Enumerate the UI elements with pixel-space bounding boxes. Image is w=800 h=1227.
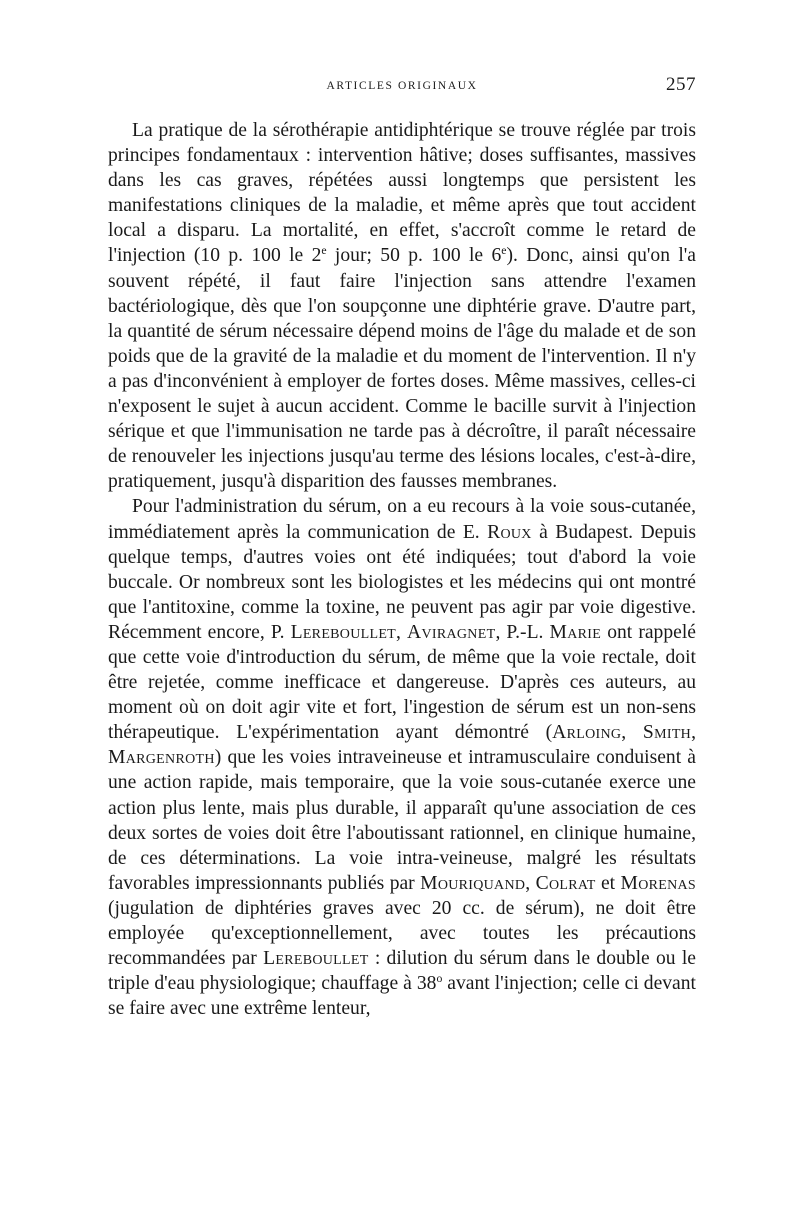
running-head	[108, 74, 696, 104]
author-name: Arloing	[552, 722, 622, 744]
text-run: et	[595, 872, 621, 894]
text-run: ont rappelé que cette voie d'introduction du sérum, de même que la voie rectale, doit être rejetée, comme inefficace et dangereuse. D'après ces auteurs, au moment où on doit agir vite et fort, l'ingestion de sérum est un non-sens thérapeutique. L'expérimentation ayant démontré (	[108, 621, 696, 744]
text-run: La pratique de la sérothérapie antidiphtérique se trouve réglée par trois principes fondamentaux : intervention hâtive; doses suffisantes, massives dans les cas graves, répétées aussi longtemps que persistent les manifestations cliniques de la maladie, et même après que tout accident local a disparu. La mortalité, en effet, s'accroît comme le retard de l'injection (10 p. 100 le 2	[108, 120, 696, 267]
text-run: ) que les voies intraveineuse et intramusculaire conduisent à une action rapide, mais temporaire, que la voie sous-cutanée exerce une action plus lente, mais plus durable, il apparaît qu'une association de ces deux sortes de voies doit être l'aboutissant rationnel, en clinique humaine, de ces déterminations. La voie intra-veineuse, malgré les résultats favorables impressionnants publiés par	[108, 747, 696, 894]
text-run: , P.-L.	[495, 621, 550, 643]
text-run: ,	[525, 872, 536, 894]
text-run: : dilution du sérum dans le double ou le triple d'eau physiologique; chauffage à 38	[108, 948, 697, 995]
author-name: Morenas	[620, 872, 696, 894]
article-body	[108, 118, 696, 1021]
text-run: jour; 50 p. 100 le 6	[326, 245, 502, 267]
page-number: 257	[666, 74, 696, 95]
text-run: ,	[691, 722, 696, 744]
superscript: e	[501, 244, 507, 258]
author-name: Lereboullet	[263, 948, 369, 970]
text-run: ,	[621, 722, 643, 744]
paragraph-serotherapy-principles	[108, 118, 696, 494]
book-page	[108, 74, 696, 1021]
superscript: e	[321, 244, 327, 258]
author-name: Colrat	[535, 872, 596, 894]
author-name: Lereboullet	[290, 621, 397, 643]
text-run: Pour l'administration du sérum, on a eu recours à la voie sous-cutanée, immédiatement après la communication de E.	[108, 496, 696, 543]
running-head-title: ARTICLES ORIGINAUX	[326, 80, 478, 92]
author-name: Marie	[549, 621, 602, 643]
author-name: Mouriquand	[420, 872, 526, 894]
author-name: Smith	[642, 722, 692, 744]
text-run: (jugulation de diphtéries graves avec 20 cc. de sérum), ne doit être employée qu'exceptionnellement, avec toutes les précautions recommandées par	[108, 897, 696, 970]
author-name: Roux	[487, 521, 532, 543]
author-name: Margenroth	[108, 747, 215, 769]
text-run: ,	[396, 621, 408, 643]
text-run: avant l'injection; celle ci devant se faire avec une extrême lenteur,	[108, 973, 696, 1020]
text-run: ). Donc, ainsi qu'on l'a souvent répété, il faut faire l'injection sans attendre l'examen bactériologique, dès que l'on soupçonne une diphtérie grave. D'autre part, la quantité de sérum nécessaire dépend moins de l'âge du malade et de son poids que de la gravité de la maladie et du moment de l'intervention. Il n'y a pas d'inconvénient à employer de fortes doses. Même massives, celles-ci n'exposent le sujet à aucun accident. Comme le bacille survit à l'injection sérique et que l'immunisation ne tarde pas à décroître, il paraît nécessaire de renouveler les injections jusqu'au terme des lésions locales, c'est-à-dire, pratiquement, jusqu'à disparition des fausses membranes.	[108, 245, 696, 493]
paragraph-administration-routes	[108, 494, 696, 1021]
superscript: o	[436, 972, 443, 986]
author-name: Aviragnet	[407, 621, 496, 643]
text-run: à Budapest. Depuis quelque temps, d'autres voies ont été indiquées; tout d'abord la voie buccale. Or nombreux sont les biologistes et les médecins qui ont montré que l'antitoxine, comme la toxine, ne peuvent pas agir par voie digestive. Récemment encore, P.	[108, 521, 696, 643]
